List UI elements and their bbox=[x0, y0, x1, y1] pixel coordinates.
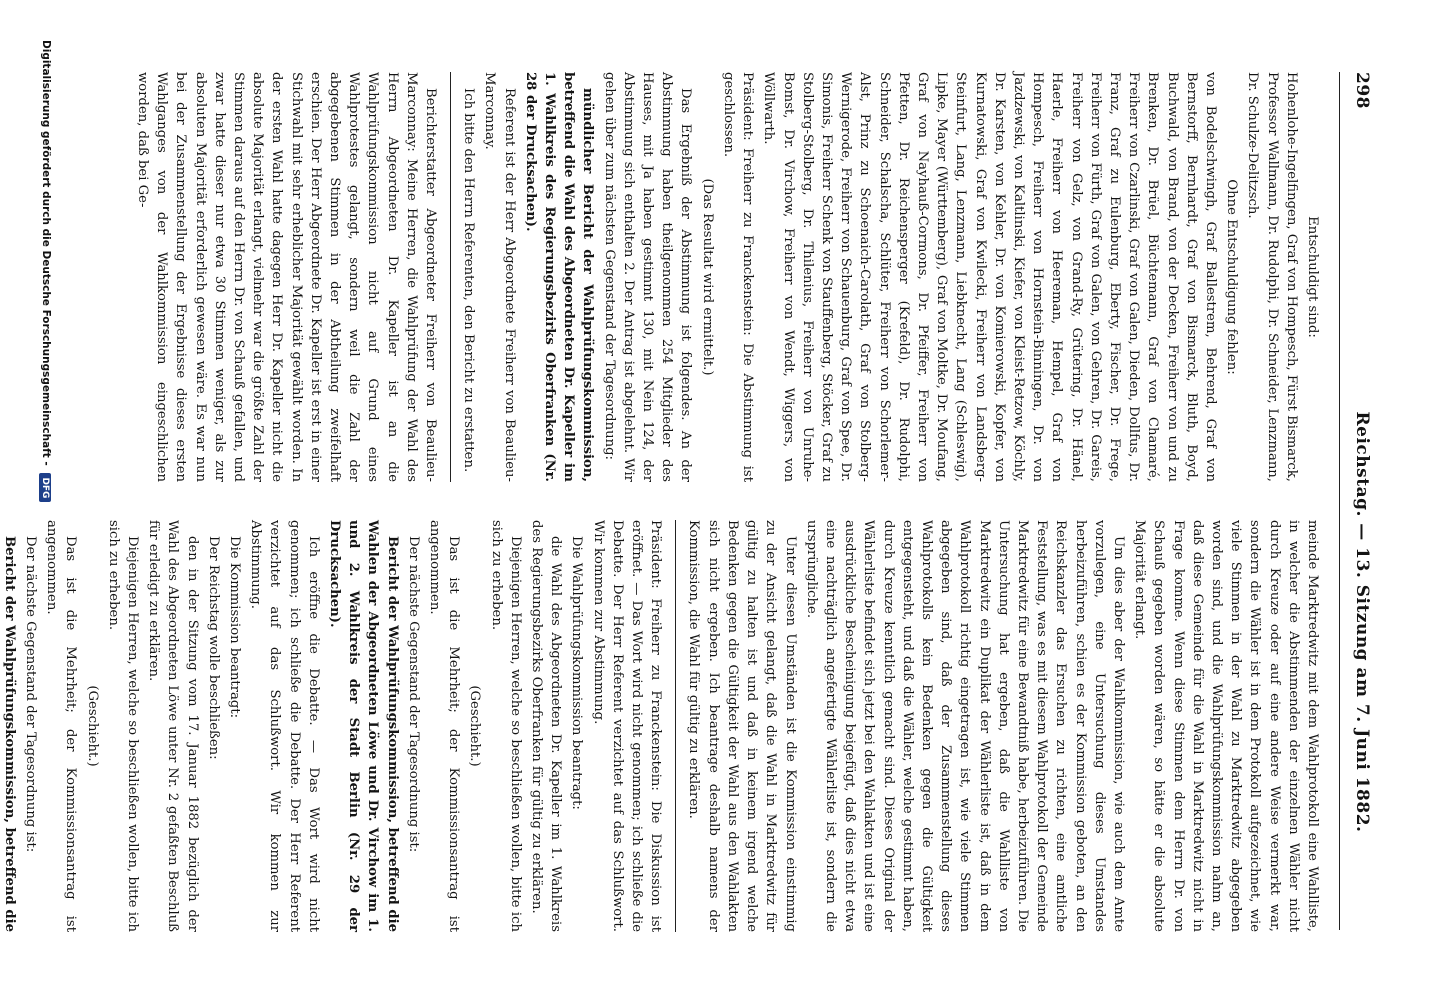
running-title: Reichstag. — 13. Sitzung am 7. Juni 1882. bbox=[1352, 411, 1372, 833]
paragraph: Ich bitte den Herrn Referenten, den Bericht zu erstatten. bbox=[461, 88, 477, 473]
paragraph: Die Kommission beantragt: bbox=[227, 536, 243, 719]
paragraph: Ich eröffne die Debatte. — Das Wort wird nicht genommen; ich schließe die Debatte. Der Herr Referent verzichtet auf das Schlußwort. Wir kommen zur Abstimmung. bbox=[248, 520, 321, 932]
agenda-item-heading: Bericht der Wahlprüfungskommission, betreffend die Wahlen der Abgeordneten Löwe und Dr. Virchow im 1. und 2. Wahlkreis der Stadt Berlin (Nr. 29 der Drucksachen). bbox=[327, 520, 400, 932]
left-column bbox=[131, 72, 1322, 482]
paragraph: (Das Resultat wird ermittelt.) bbox=[699, 178, 715, 376]
paragraph: (Geschieht.) bbox=[84, 685, 100, 767]
paragraph: den in der Sitzung vom 17. Januar 1882 bezüglich der Wahl des Abgeordneten Löwe unter Nr. 2 gefaßten Beschluß für erledigt zu erklären. bbox=[146, 520, 200, 932]
digitization-credit-text: Digitalisierung gefördert durch die Deutsche Forschungsgemeinschaft - bbox=[40, 40, 52, 466]
header-rule bbox=[1339, 72, 1340, 930]
paragraph: Präsident: Freiherr zu Franckenstein: Die Abstimmung ist geschlossen. bbox=[720, 72, 756, 482]
paragraph: Präsident: Freiherr zu Franckenstein: Die Diskussion ist eröffnet. — Das Wort wird nicht genommen; ich schließe die Debatte. Der Herr Referent verzichtet auf das Schlußwort. Wir kommen zur Abstimmung. bbox=[590, 520, 664, 932]
paragraph: Diejenigen Herren, welche so beschließen wollen, bitte ich sich zu erheben. bbox=[488, 520, 523, 932]
paragraph: Der Reichstag wolle beschließen: bbox=[205, 536, 221, 760]
paragraph: Das ist die Mehrheit; der Kommissionsantrag ist angenommen. bbox=[427, 520, 462, 932]
paragraph: Die Wahlprüfungskommission beantragt: bbox=[569, 536, 585, 810]
digitization-credit bbox=[28, 40, 52, 960]
paragraph: Um dies aber der Wahlkommission, wie auch dem Amte vorzulegen, eine Untersuchung dieses Umstandes herbeizuführen, schien es der Kommission geboten, an den Reichskanzler das Ersuchen zu richten, eine amtliche Feststellung, was es mit diesem Wahlprotokoll der Gemeinde Marktredwitz für eine Bewandtniß habe, herbeizuführen. Die Untersuchung hat ergeben, daß die Wahlliste von Marktredwitz ein Duplikat der Wählerliste ist, daß in dem Wahlprotokoll richtig eingetragen ist, wie viele Stimmen abgegeben sind, daß der Zusammenstellung dieses Wahlprotokolls kein Bedenken gegen die Gültigkeit entgegensteht, und daß die Wähler, welche gestimmt haben, durch Kreuze kenntlich gemacht sind. Dieses Original der Wählerliste befindet sich jetzt bei den Wahlakten und ist eine ausdrückliche Bescheinigung beigefügt, daß dies nicht etwa eine nachträglich angefertigte Wählerliste ist, sondern die ursprüngliche. bbox=[803, 520, 1126, 932]
paragraph: Entschuldigt sind: bbox=[1305, 216, 1320, 338]
agenda-item-heading: Bericht der Wahlprüfungskommission, betreffend die bbox=[1, 536, 17, 932]
paragraph: Referent ist der Herr Abgeordnete Freiherr von Beaulieu-Marconnay. bbox=[482, 72, 517, 482]
section-divider bbox=[450, 72, 451, 482]
paragraph: die Wahl des Abgeordneten Dr. Kapeller im 1. Wahlkreis des Regierungsbezirks Oberfranken für gültig zu erklären. bbox=[529, 520, 564, 932]
page-number: 298 bbox=[1352, 72, 1372, 109]
paragraph: Der nächste Gegenstand der Tagesordnung ist: bbox=[23, 536, 38, 853]
paragraph: von Bodelschwingh, Graf Ballestrem, Behrend, Graf von Bernstorff, Bernhardt, Graf von Bismarck, Bluth, Boyd, Buchwald, von Brand, von der Decken, Freiherr von und zu Brenken, Dr. Brüel, Büchtemann, Graf von Chamaré, Freiherr von Czarlinski, Graf von Galen, Dieden, Dollfus, Dr. Franz, Graf zu Eulenburg, Eberty, Fischer, Dr. Frege, Freiherr von Fürth, Graf von Galen, von Gehren, Dr. Gareis, Freiherr von Gelz, von Grand-Ry, Grütering, Dr. Hänel, Haerle, Freiherr von Heereman, Hempel, Graf von Hompesch, Freiherr von Hornstein-Binningen, Dr. von Jazdzewski, von Kaltlinski, Kiefer, von Kleist-Retzow, Köchly, Dr. Karsten, von Kehler, Dr. von Komierowski, Kopfer, von Kurnatowski, Graf von Kwilecki, Freiherr von Landsberg-Steinfurt, Lang, Lenzmann, Liebknecht, Lang (Schleswig), Lipke, Mayer (Württemberg), Graf von Moltke, Dr. Moufang, Graf von Nayhauß-Cormons, Dr. Pfeiffer, Freiherr von Pfetten, Dr. Reichensperger (Krefeld), Dr. Rudolphi, Schneider, Schalscha, Schlüter, Freiherr von Schorlemer-Alst, Prinz zu Schoenaich-Carolath, Graf von Stolberg-Wernigerode, Freiherr von Schauenburg, Graf von Spee, Dr. Simonis, Freiherr Schenk von Stauffenberg, Stöcker, Graf zu Stolberg-Stolberg, Dr. Thilenius, Freiherr von Unruhe-Bomst, Dr. Virchow, Freiherr von Wendt, Wiggers, von Wöllwarth. bbox=[761, 72, 1218, 482]
agenda-item-heading: mündlicher Bericht der Wahlprüfungskommission, betreffend die Wahl des Abgeordneten Dr. Kapeller im 1. Wahlkreis des Regierungsbezirks Oberfranken (Nr. 28 der Drucksachen). bbox=[522, 72, 596, 482]
paragraph: Das ist die Mehrheit; der Kommissionsantrag ist angenommen. bbox=[44, 520, 79, 932]
right-column bbox=[0, 520, 1322, 932]
paragraph: (Geschieht.) bbox=[467, 685, 483, 767]
section-divider bbox=[675, 520, 676, 932]
paragraph: Das Ergebniß der Abstimmung ist folgendes. An der Abstimmung haben theilgenommen 254 Mitglieder des Hauses, mit Ja haben gestimmt 130, mit Nein 124, der Abstimmung sich enthalten 2. Der Antrag ist abgelehnt. Wir gehen über zum nächsten Gegenstand der Tagesordnung: bbox=[601, 72, 694, 482]
paragraph: Unter diesen Umständen ist die Kommission einstimmig zu der Ansicht gelangt, daß die Wahl in Marktredwitz für gültig zu halten ist und daß in keinem irgend welche Bedenken gegen die Gültigkeit der Wahl aus den Wahlakten sich nicht ergeben. Ich beantrage deshalb namens der Kommission, die Wahl für gültig zu erklären. bbox=[686, 520, 798, 932]
page-header bbox=[1344, 72, 1372, 930]
paragraph: Ohne Entschuldigung fehlen: bbox=[1224, 179, 1240, 375]
paragraph: Der nächste Gegenstand der Tagesordnung ist: bbox=[405, 536, 421, 853]
paragraph: meinde Marktredwitz mit dem Wahlprotokoll eine Wahlliste, in welcher die Abstimmenden der einzelnen Wähler nicht durch Kreuze oder auf eine andere Weise vermerkt war, sondern die Wähler ist in dem Protokoll aufgezeichnet, wie viele Stimmen in der Wahl zu Marktredwitz abgegeben worden sind, und die Wahlprüfungskommission nahm an, daß diese Gemeinde für die Wahl in Marktredwitz nicht in Frage komme. Wenn diese Stimmen dem Herrn Dr. von Schauß gegeben worden wären, so hätte er die absolute Majorität erlangt. bbox=[1132, 520, 1320, 932]
paragraph: Diejenigen Herren, welche so beschließen wollen, bitte ich sich zu erheben. bbox=[105, 520, 141, 932]
dfg-logo: DFG bbox=[39, 473, 51, 502]
paragraph: Hohenlohe-Ingelfingen, Graf von Hompesch, Fürst Bismarck, Professor Wallmann, Dr. Rudolphi, Dr. Schneider, Lenzmann, Dr. Schulze-Delitzsch. bbox=[1245, 72, 1299, 482]
paragraph: Berichterstatter Abgeordneter Freiherr von Beaulieu-Marconnay: Meine Herren, die Wahlprüfung der Wahl des Herrn Abgeordneten Dr. Kapeller ist an die Wahlprüfungskommission nicht auf Grund eines Wahlprotestes gelangt, sondern weil die Zahl der abgegebenen Stimmen in der Abtheilung zweifelhaft erschien. Der Herr Abgeordnete Dr. Kapeller ist erst in einer Stichwahl mit sehr erheblicher Majorität gewählt worden. In der ersten Wahl hatte dagegen Herr Dr. Kapeller nicht die absolute Majorität erlangt, vielmehr war die größte Zahl der Stimmen daraus auf den Herrn Dr. von Schauß gefallen, und zwar hatte dieser nur etwa 30 Stimmen weniger, als zur absoluten Majorität erforderlich gewesen wäre. Es war nun bei der Zusammenstellung der Ergebnisse dieses ersten Wahlganges von der Wahlkommission eingeschlichen worden, daß bei Ge- bbox=[135, 72, 439, 482]
